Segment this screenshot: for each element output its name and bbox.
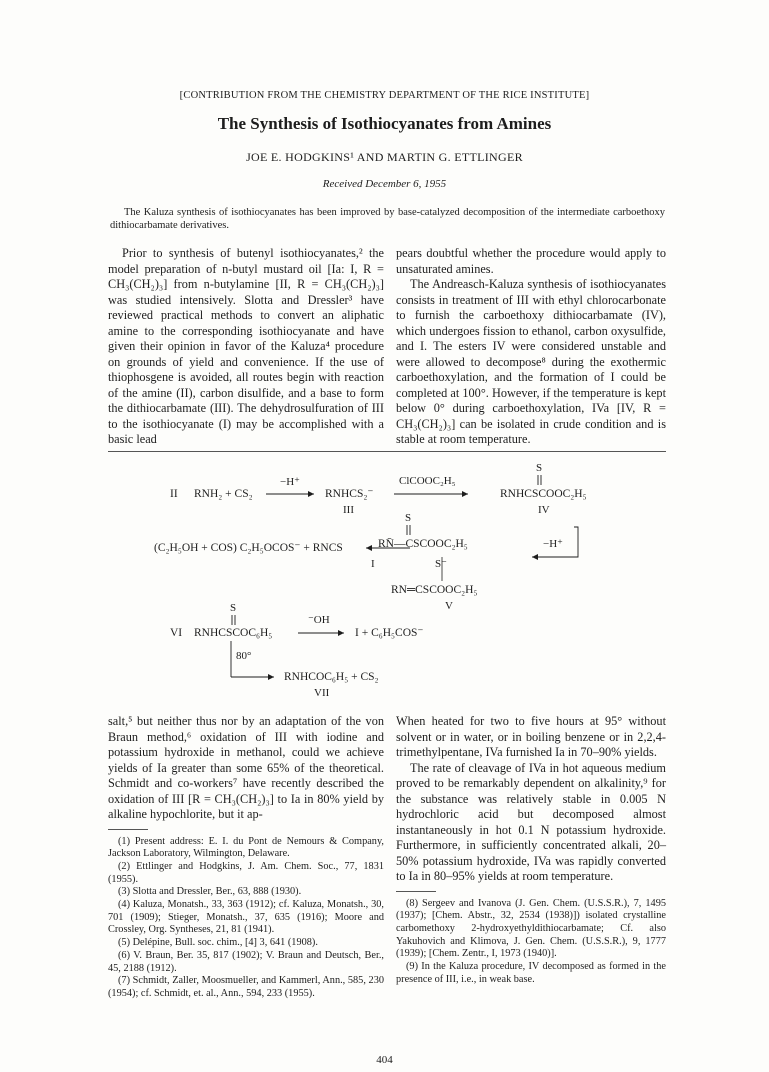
authors: JOE E. HODGKINS¹ AND MARTIN G. ETTLINGER — [246, 150, 523, 164]
arrow-head — [532, 554, 538, 560]
page-number: 404 — [376, 1054, 393, 1066]
compound-label-I: I — [371, 558, 375, 570]
compound-label-VI: VI — [170, 627, 183, 639]
body-bottom-right-column — [396, 714, 666, 986]
sulfur-atom: S — [536, 462, 543, 474]
body-top-right-column — [396, 246, 666, 448]
temperature-label: 80° — [236, 650, 252, 662]
paragraph: When heated for two to five hours at 95° without solvent or in water, or in boiling benzene or in 2,2,4-trimethylpentane, IVa furnished Ia in 70–90% yields. — [396, 714, 666, 759]
thiolate: S⁻ — [435, 558, 447, 570]
received-date: Received December 6, 1955 — [322, 178, 447, 190]
deprotonation-label: −H⁺ — [543, 538, 563, 550]
abstract: The Kaluza synthesis of isothiocyanates has been improved by base-catalyzed decomposition of the intermediate carboethoxy dithiocarbamate derivatives. — [110, 207, 665, 231]
paragraph: salt,⁵ but neither thus nor by an adaptation of the von Braun method,⁶ oxidation of III with iodine and potassium hydroxide in methanol, could we achieve yields of Ia greater than some 65% of the theoretical. Schmidt and co-workers⁷ have recently described the oxidation of III [R = CH₃(CH₂)₃] to Ia in 80% yield by alkaline hypochlorite, but it ap- — [108, 714, 384, 821]
arrow1-reagent: −H⁺ — [280, 476, 300, 488]
compound-label-II: II — [170, 488, 178, 500]
compound-label-VII: VII — [314, 687, 330, 699]
dithiocarbamate: RNHCS₂⁻ — [325, 488, 374, 500]
top-rule — [108, 451, 666, 452]
footnote: (2) Ettlinger and Hodgkins, J. Am. Chem. Soc., 77, 1831 (1955). — [108, 860, 384, 885]
hydroxide-reagent: ⁻OH — [308, 614, 330, 626]
sulfur-atom: S — [405, 512, 412, 524]
arrow-head — [366, 545, 372, 551]
compound-label-V: V — [445, 600, 453, 612]
benzamide-products: RNHCOC₆H₅ + CS₂ — [284, 671, 379, 683]
footnote: (8) Sergeev and Ivanova (J. Gen. Chem. (U.S.S.R.), 7, 1495 (1937); [Chem. Abstr., 32, 2534 (1938)]) isolated crystalline carbomethoxy 2-hydroxyethyldithiocarbamate; Cf. also Yakuhovich and Klimova, J. Gen. Chem. (U.S.S.R.), 9, 1777 (1939); [Chem. Zentr., I, 1973 (1940)]. — [396, 897, 666, 960]
resonance-form-V: RN═CSCOOC₂H₅ — [391, 584, 478, 596]
reaction-scheme — [108, 455, 668, 703]
compound-label-IV: IV — [538, 504, 550, 516]
arrow-head — [308, 491, 314, 497]
footnotes-left — [108, 836, 384, 1001]
ester-IV: RNHCSCOOC₂H₅ — [500, 488, 587, 500]
footnote: (4) Kaluza, Monatsh., 33, 363 (1912); cf. Kaluza, Monatsh., 30, 701 (1909); Stieger, Monatsh., 37, 635 (1916); Moore and Crossley, Org. Syntheses, 21, 81 (1941). — [108, 899, 384, 936]
paragraph: Prior to synthesis of butenyl isothiocyanates,² the model preparation of n-butyl mustard oil [Ia: I, R = CH₃(CH₂)₃] from n-butylamine [II, R = CH₃(CH₂)₃] was studied intensively. Slotta and Dressler³ have reviewed practical methods to convert an aliphatic amine to the corresponding isothiocyanate and have given their opinion in favor of the Kaluza⁴ procedure on grounds of yield and convenience. If the use of thiophosgene is avoided, all routes begin with reaction of the amine (II), carbon disulfide, and a base to form the dithiocarbamate (III). The dehydrosulfuration of III to the isothiocyanate (I) may be accomplished with a basic lead — [108, 246, 384, 446]
paragraph: The rate of cleavage of IVa in hot aqueous medium proved to be remarkably dependent on alkalinity,⁹ for the substance was relatively stable in 0.005 N hydrochloric acid but decomposed almost instantaneously in hot 0.1 N potassium hydroxide. Furthermore, in sufficiently concentrated alkali, 20–50% potassium hydroxide, IVa was rapidly converted to Ia in 80–95% yields at room temperature. — [396, 760, 666, 883]
footnote: (7) Schmidt, Zaller, Moosmueller, and Kammerl, Ann., 585, 230 (1954); cf. Schmidt, et. al., Ann., 594, 233 (1955). — [108, 975, 384, 999]
paragraph: pears doubtful whether the procedure would apply to unsaturated amines. — [396, 246, 666, 276]
article-title: The Synthesis of Isothiocyanates from Amines — [217, 114, 552, 133]
arrow-head — [268, 674, 274, 680]
footnote: (1) Present address: E. I. du Pont de Nemours & Company, Jackson Laboratory, Wilmington, Delaware. — [108, 835, 384, 860]
footnote: (3) Slotta and Dressler, Ber., 63, 888 (1930). — [118, 886, 302, 898]
arrow2-reagent: ClCOOC₂H₅ — [399, 475, 456, 487]
decomposition-products: (C₂H₅OH + COS) C₂H₅OCOS⁻ + RNCS — [154, 542, 343, 554]
footnote-rule — [108, 829, 148, 830]
arrow-head — [338, 630, 344, 636]
footnote: (9) In the Kaluza procedure, IV decomposed as formed in the presence of III, i.e., in weak base. — [396, 961, 666, 985]
contribution-line: [CONTRIBUTION FROM THE CHEMISTRY DEPARTMENT OF THE RICE INSTITUTE] — [179, 90, 590, 101]
body-top-left-column — [108, 246, 384, 448]
reactants: RNH₂ + CS₂ — [194, 488, 253, 500]
benzoyl-ester-VI: RNHCSCOC₆H₅ — [194, 627, 273, 639]
cleavage-products: I + C₆H₅COS⁻ — [355, 627, 424, 639]
footnotes-right — [396, 898, 666, 987]
footnote: (5) Delépine, Bull. soc. chim., [4] 3, 641 (1908). — [118, 937, 318, 949]
body-bottom-left-column — [108, 714, 384, 1001]
compound-label-III: III — [343, 504, 354, 516]
footnote-rule — [396, 891, 436, 892]
footnote: (6) V. Braun, Ber. 35, 817 (1902); V. Braun and Deutsch, Ber., 45, 2188 (1912). — [108, 949, 384, 974]
anion-V: RN̄—CSCOOC₂H₅ — [378, 538, 468, 550]
sulfur-atom: S — [230, 602, 237, 614]
arrow-head — [462, 491, 468, 497]
paragraph: The Andreasch-Kaluza synthesis of isothiocyanates consists in treatment of III with ethyl chlorocarbonate to furnish the carboethoxy dithiocarbamate (IV), which undergoes fission to ethanol, carbon oxysulfide, and I. The esters IV were considered unstable and were allowed to decompose⁸ during the exothermic carboethoxylation, and the formation of I could be completed at 100°. However, if the temperature is kept below 0° during carboethoxylation, IVa [IV, R = CH₃(CH₂)₃] can be isolated in crude condition and is stable at room temperature. — [396, 277, 666, 446]
